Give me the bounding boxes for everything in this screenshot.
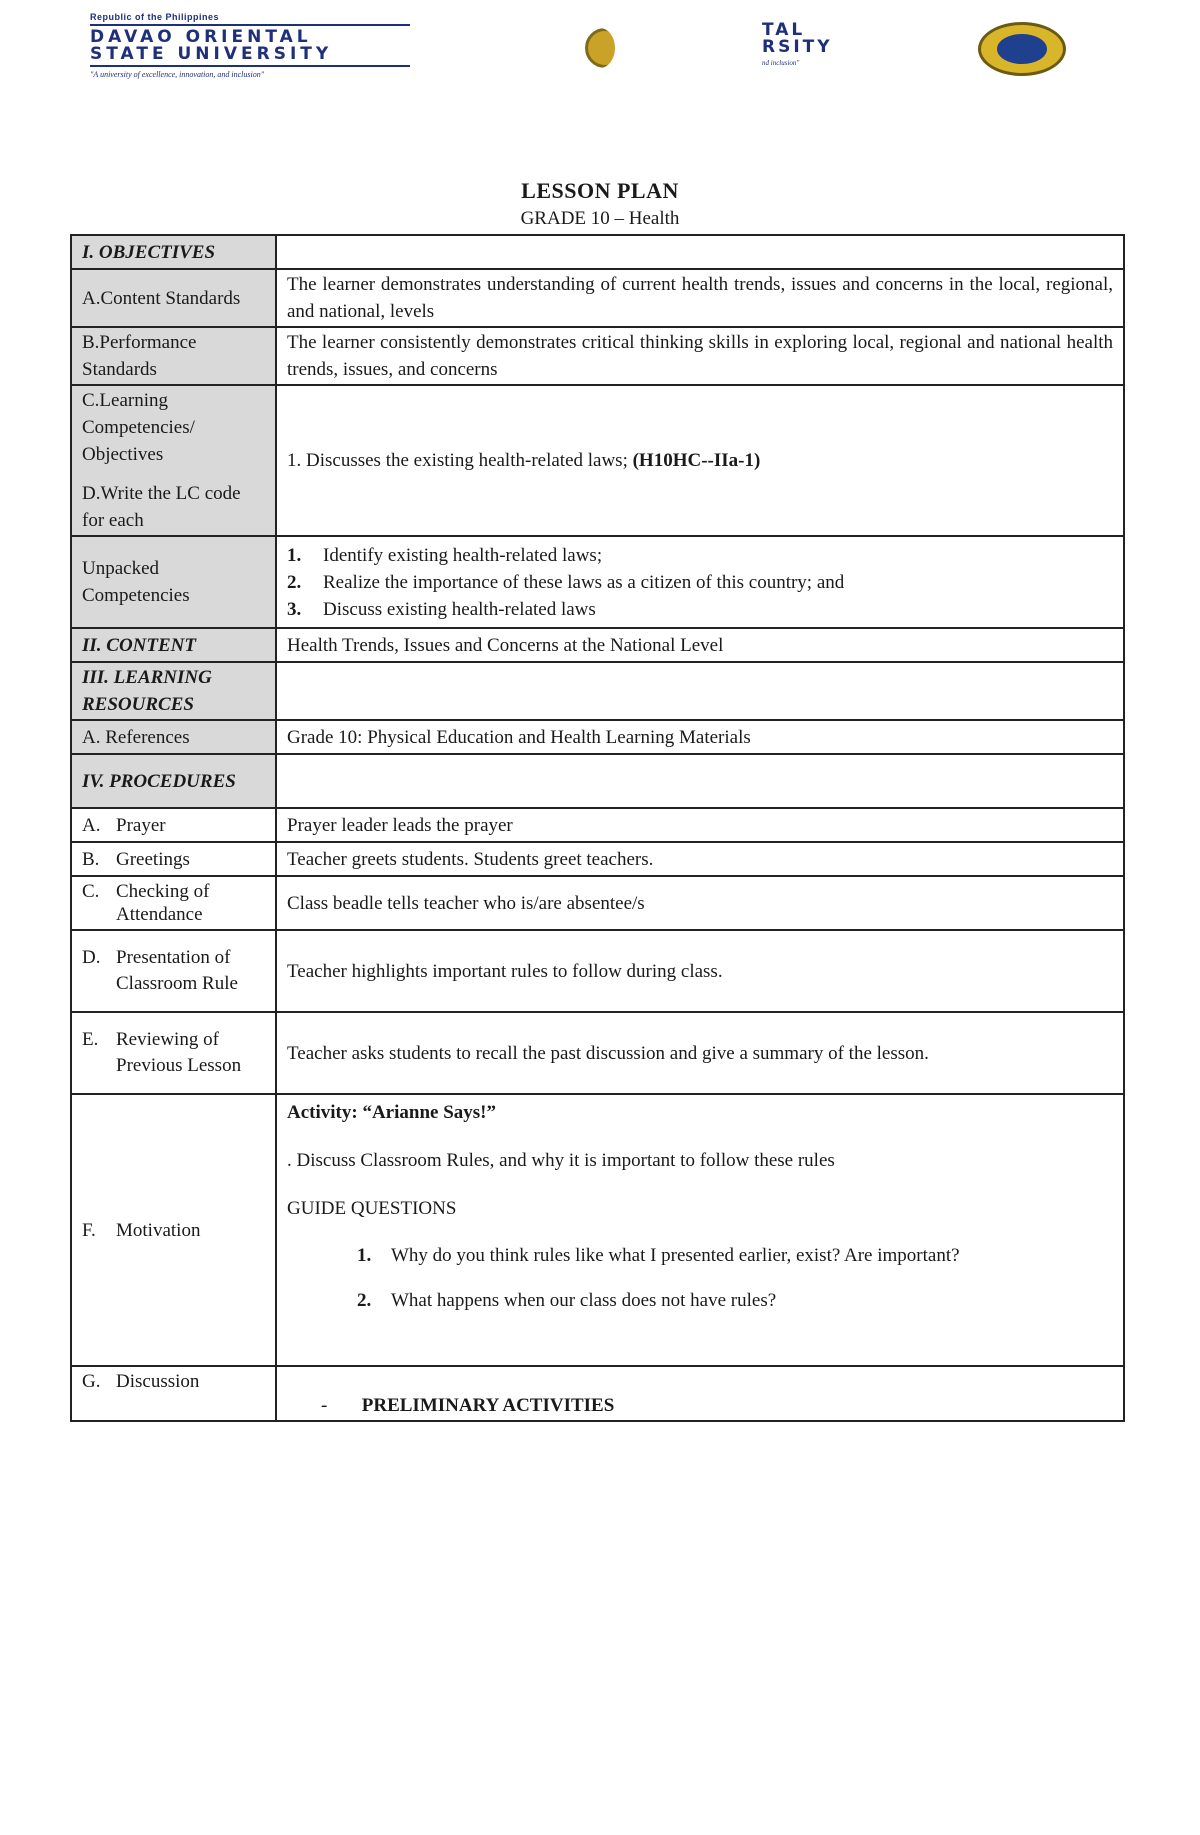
- list-item: [357, 1242, 1113, 1269]
- government-seal-icon: [978, 22, 1066, 76]
- unpacked-competencies-cell: [276, 536, 1124, 628]
- list-item: [287, 569, 1113, 596]
- content-standards-label: A.Content Standards: [71, 269, 276, 327]
- procedure-letter: D.: [82, 947, 101, 968]
- procedure-letter: E.: [82, 1029, 99, 1050]
- procedure-label: Reviewing of Previous Lesson: [116, 1029, 242, 1076]
- table-row: [71, 754, 1124, 808]
- list-number: 2.: [287, 571, 302, 593]
- procedure-label-cell: [71, 930, 276, 1012]
- procedure-label-cell: [71, 808, 276, 842]
- page-title: LESSON PLAN: [521, 178, 679, 203]
- content-standards-text: The learner demonstrates understanding of current health trends, issues and concerns in the local, regional, and national, levels: [276, 269, 1124, 327]
- empty-cell: [276, 754, 1124, 808]
- procedure-label: Prayer: [116, 814, 166, 836]
- university-logo-cropped: [762, 22, 834, 67]
- lc-code: (H10HC--IIa-1): [632, 450, 761, 471]
- lc-text: Discusses the existing health-related laws;: [306, 450, 628, 471]
- procedure-text: Class beadle tells teacher who is/are absentee/s: [276, 876, 1124, 930]
- cropped-name-line2: RSITY: [762, 37, 833, 57]
- learning-competencies-text-cell: [276, 385, 1124, 536]
- university-tagline: "A university of excellence, innovation, and inclusion": [90, 70, 265, 79]
- header-rule-bottom: [90, 65, 410, 67]
- table-row: [71, 269, 1124, 327]
- university-seal-icon: [585, 28, 615, 68]
- discussion-cell: [276, 1366, 1124, 1421]
- table-row: [71, 1012, 1124, 1094]
- procedure-label-cell: [71, 1012, 276, 1094]
- references-text: Grade 10: Physical Education and Health Learning Materials: [276, 720, 1124, 754]
- bullet-dash: -: [321, 1395, 328, 1416]
- procedure-label-cell: [71, 1094, 276, 1366]
- cropped-tagline: nd inclusion": [762, 59, 800, 67]
- table-row: [71, 327, 1124, 385]
- table-row: [71, 235, 1124, 269]
- procedure-letter: C.: [82, 881, 100, 902]
- list-item: [287, 596, 1113, 623]
- page-subtitle: GRADE 10 – Health: [520, 208, 680, 229]
- header-rule: [90, 24, 410, 26]
- motivation-cell: [276, 1094, 1124, 1366]
- list-number: 1.: [287, 544, 302, 566]
- table-row: [71, 842, 1124, 876]
- procedure-label: Motivation: [116, 1219, 201, 1241]
- university-name-line2: STATE UNIVERSITY: [90, 44, 333, 64]
- procedure-text: Teacher greets students. Students greet teachers.: [276, 842, 1124, 876]
- list-item: [357, 1287, 1113, 1314]
- discussion-text: PRELIMINARY ACTIVITIES: [361, 1395, 615, 1416]
- procedure-letter: B.: [82, 848, 100, 870]
- procedure-label-cell: [71, 876, 276, 930]
- list-item: [287, 542, 1113, 569]
- procedure-label: Greetings: [116, 848, 190, 870]
- university-logo-block: [90, 12, 410, 79]
- table-row: [71, 536, 1124, 628]
- procedure-label: Discussion: [116, 1371, 200, 1392]
- procedures-heading: IV. PROCEDURES: [71, 754, 276, 808]
- list-number: 3.: [287, 598, 302, 620]
- procedure-letter: A.: [82, 814, 101, 836]
- question-number: 1.: [357, 1245, 372, 1266]
- question-text: What happens when our class does not have rules?: [391, 1290, 777, 1311]
- activity-title: Activity: “Arianne Says!”: [287, 1102, 496, 1123]
- lesson-plan-table: [70, 234, 1125, 1422]
- list-text: Discuss existing health-related laws: [323, 598, 596, 620]
- procedure-text: Teacher highlights important rules to follow during class.: [276, 930, 1124, 1012]
- motivation-intro: . Discuss Classroom Rules, and why it is important to follow these rules: [287, 1150, 835, 1171]
- table-row: [71, 930, 1124, 1012]
- learning-competencies-cell: [71, 385, 276, 536]
- learning-resources-heading: III. LEARNING RESOURCES: [71, 662, 276, 720]
- list-text: Identify existing health-related laws;: [323, 544, 603, 566]
- guide-questions-heading: GUIDE QUESTIONS: [287, 1198, 457, 1219]
- empty-cell: [276, 235, 1124, 269]
- table-row: [71, 662, 1124, 720]
- procedure-label-cell: [71, 1366, 276, 1421]
- performance-standards-text: The learner consistently demonstrates critical thinking skills in exploring local, regional and national health trends, issues, and concerns: [276, 327, 1124, 385]
- procedure-label: Checking of Attendance: [116, 881, 210, 925]
- learning-competencies-label: C.Learning Competencies/ Objectives: [82, 390, 195, 465]
- content-heading: II. CONTENT: [71, 628, 276, 662]
- procedure-label: Presentation of Classroom Rule: [116, 947, 238, 994]
- document-header: [0, 0, 1200, 80]
- references-label: A. References: [71, 720, 276, 754]
- cropped-name-line1: TAL: [762, 22, 806, 40]
- lc-code-label: D.Write the LC code for each: [82, 483, 241, 531]
- list-text: Realize the importance of these laws as a citizen of this country; and: [323, 571, 845, 593]
- table-row: [71, 1094, 1124, 1366]
- procedure-letter: G.: [82, 1371, 101, 1392]
- content-text: Health Trends, Issues and Concerns at the National Level: [276, 628, 1124, 662]
- table-row: [71, 385, 1124, 536]
- procedure-text: Teacher asks students to recall the past discussion and give a summary of the lesson.: [276, 1012, 1124, 1094]
- unpacked-competencies-label: Unpacked Competencies: [71, 536, 276, 628]
- table-row: [71, 1366, 1124, 1421]
- procedure-label-cell: [71, 842, 276, 876]
- procedure-letter: F.: [82, 1219, 96, 1241]
- table-row: [71, 628, 1124, 662]
- university-name-line1: DAVAO ORIENTAL: [90, 27, 312, 47]
- performance-standards-label: B.Performance Standards: [71, 327, 276, 385]
- table-row: [71, 876, 1124, 930]
- table-row: [71, 808, 1124, 842]
- question-text: Why do you think rules like what I presented earlier, exist? Are important?: [391, 1245, 960, 1266]
- procedure-text: Prayer leader leads the prayer: [276, 808, 1124, 842]
- lc-number: 1.: [287, 450, 302, 471]
- republic-text: Republic of the Philippines: [90, 12, 220, 22]
- objectives-heading: I. OBJECTIVES: [71, 235, 276, 269]
- guide-questions-list: [357, 1242, 1113, 1314]
- empty-cell: [276, 662, 1124, 720]
- table-row: [71, 720, 1124, 754]
- question-number: 2.: [357, 1290, 372, 1311]
